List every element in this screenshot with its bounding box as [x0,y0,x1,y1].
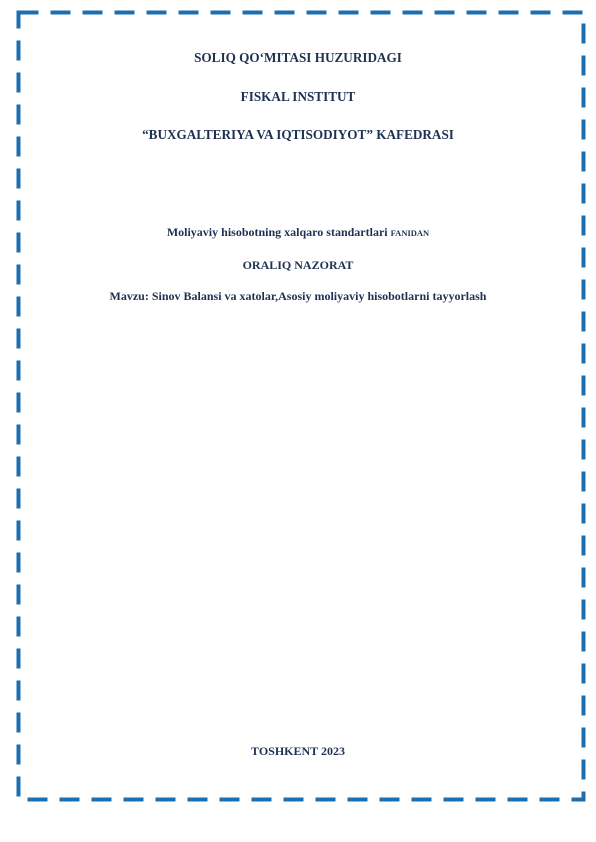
city-year: TOSHKENT 2023 [251,744,345,758]
department-heading: “BUXGALTERIYA VA IQTISODIYOT” KAFEDRASI [142,127,454,142]
subject-line [0,225,596,240]
subject-name: Moliyaviy hisobotning xalqaro standartlari [166,225,388,239]
exam-type: ORALIQ NAZORAT [242,258,354,272]
committee-heading: SOLIQ QO‘MITASI HUZURIDAGI [194,50,402,65]
topic-line: Mavzu: Sinov Balansi va xatolar,Asosiy moliyaviy hisobotlarni tayyorlash [109,289,487,303]
institute-heading: FISKAL INSTITUT [240,89,356,104]
subject-suffix: FANIDAN [390,228,430,238]
